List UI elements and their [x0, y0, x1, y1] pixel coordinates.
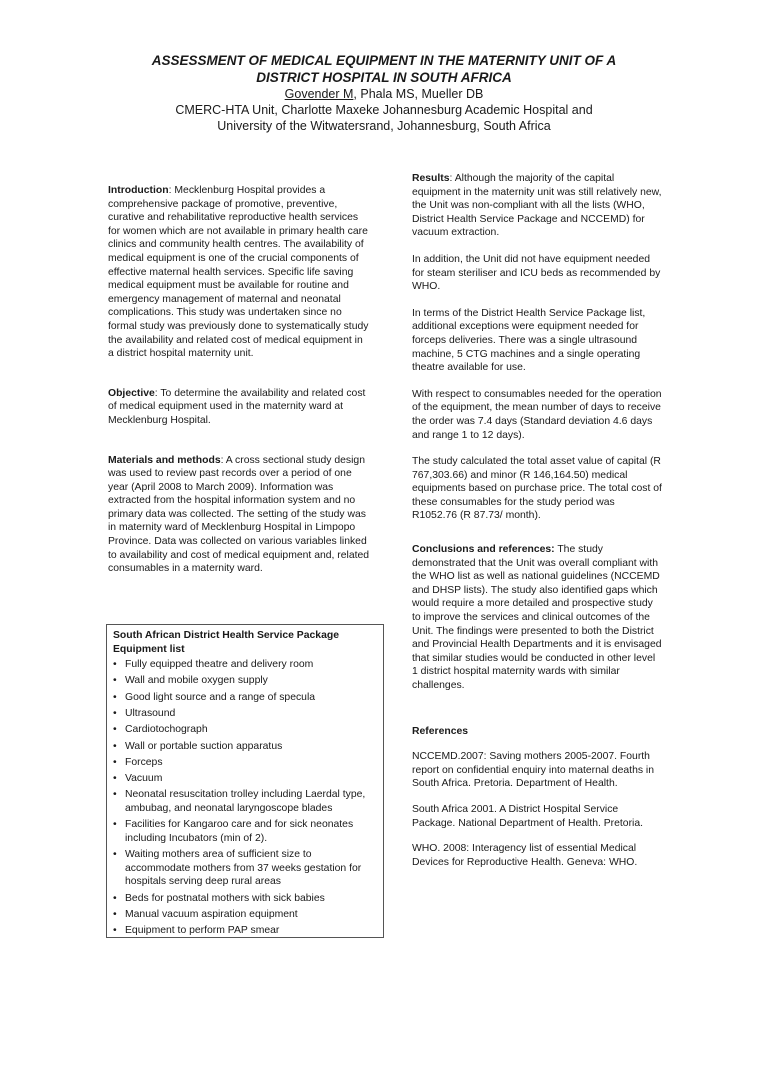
list-item: • Manual vacuum aspiration equipment — [113, 908, 377, 922]
objective-text: : To determine the availability and related cost of medical equipment used in the maternity ward at Mecklenburg Hospital. — [108, 387, 366, 426]
list-item: • Fully equipped theatre and delivery room — [113, 658, 377, 672]
list-item: • Equipment to perform PAP smear — [113, 924, 377, 938]
conclusions-text: The study demonstrated that the Unit was overall compliant with the WHO list as well as national guidelines (NCCEMD and DHSP lists). The study also identified gaps which would require a more detailed and prospective study to improve the services and clinical outcomes of the Unit. The findings were presented to both the District and Provincial Health Departments and it is envisaged that similar studies would be conducted in other level 1 district hospital maternity wards with similar challenges. — [412, 544, 662, 691]
title-line-1: ASSESSMENT OF MEDICAL EQUIPMENT IN THE MATERNITY UNIT OF A — [151, 53, 617, 68]
list-item: • Wall or portable suction apparatus — [113, 740, 377, 754]
authors — [0, 86, 768, 102]
results-section — [412, 172, 662, 240]
methods-section — [108, 454, 370, 576]
right-column — [412, 172, 662, 881]
title-line-2: DISTRICT HOSPITAL IN SOUTH AFRICA — [256, 70, 512, 85]
list-item: • Cardiotochograph — [113, 723, 377, 737]
list-item: • Forceps — [113, 756, 377, 770]
objective-section — [108, 387, 370, 428]
conclusions-section — [412, 543, 662, 693]
equipment-list-title: South African District Health Service Package Equipment list — [113, 630, 339, 655]
equipment-list — [113, 658, 377, 938]
introduction-label: Introduction — [108, 185, 169, 196]
author-rest: , Phala MS, Mueller DB — [353, 87, 484, 101]
list-item: • Beds for postnatal mothers with sick babies — [113, 892, 377, 906]
affiliation-line-1: CMERC-HTA Unit, Charlotte Maxeke Johannesburg Academic Hospital and — [175, 103, 593, 117]
affiliation-line-2: University of the Witwatersrand, Johannesburg, South Africa — [217, 119, 551, 133]
reference-3: WHO. 2008: Interagency list of essential Medical Devices for Reproductive Health. Geneva: WHO. — [412, 843, 638, 868]
list-item: • Facilities for Kangaroo care and for sick neonates including Incubators (min of 2). — [113, 818, 377, 845]
poster-header — [0, 52, 768, 134]
conclusions-label: Conclusions and references: — [412, 544, 555, 556]
author-main: Govender M — [284, 87, 354, 101]
introduction-section — [108, 184, 370, 361]
results-paragraph-5: The study calculated the total asset value of capital (R 767,303.66) and minor (R 146,164.50) medical equipments based on purchase price. The total cost of these consumables for the study period was R1052.76 (R 87.73/ month). — [412, 456, 662, 522]
list-item: • Wall and mobile oxygen supply — [113, 674, 377, 688]
list-item: • Vacuum — [113, 772, 377, 786]
objective-label: Objective — [108, 387, 155, 399]
results-paragraph-4: With respect to consumables needed for the operation of the equipment, the mean number of days to receive the order was 7.4 days (Standard deviation 4.6 days and range 1 to 12 days). — [412, 388, 662, 441]
left-column — [108, 184, 370, 589]
references-label: References — [412, 725, 469, 737]
references-section — [412, 725, 662, 870]
reference-2: South Africa 2001. A District Hospital Service Package. National Department of Health. Pretoria. — [412, 803, 644, 829]
results-paragraph-3: In terms of the District Health Service Package list, additional exceptions were equipment needed for forceps deliveries. There was a single ultrasound machine, 5 CTG machines and a single operating theatre available for use. — [412, 307, 646, 374]
results-paragraph-2: In addition, the Unit did not have equipment needed for steam steriliser and ICU beds as recommended by WHO. — [412, 253, 661, 293]
introduction-text: : Mecklenburg Hospital provides a comprehensive package of promotive, preventive, curative and rehabilitative reproductive health services for women which are not available in primary health care clinics and community health centres. The availability of medical equipment is one of the crucial components of effective maternal health services. Specific life saving medical equipment must be available for routine and emergency management of maternal and neonatal complications. This study was undertaken since no formal study was previously done to systematically study the availability and related cost of medical equipment in a district hospital maternity unit. — [108, 185, 369, 360]
list-item: • Ultrasound — [113, 707, 377, 721]
list-item: • Waiting mothers area of sufficient size to accommodate mothers from 37 weeks gestation for hospitals serving deep rural areas — [113, 848, 377, 889]
equipment-list-box — [106, 624, 384, 938]
methods-label: Materials and methods — [108, 454, 221, 466]
methods-text: : A cross sectional study design was used to review past records over a period of one year (April 2008 to March 2009). Information was extracted from the hospital information system and no primary data was collected. The setting of the study was in maternity ward of Mecklenburg Hospital in Limpopo Province. Data was collected on various variables linked to availability and cost of medical equipment and, related consumables in a maternity ward. — [108, 454, 370, 575]
results-text: : Although the majority of the capital equipment in the maternity unit was still relatively new, the Unit was non-compliant with all the lists (WHO, District Health Service Package and NCCEMD) for vacuum extraction. — [412, 173, 662, 239]
list-item: • Neonatal resuscitation trolley including Laerdal type, ambubag, and neonatal laryngoscope blades — [113, 788, 377, 815]
reference-1: NCCEMD.2007: Saving mothers 2005-2007. Fourth report on confidential enquiry into maternal deaths in South Africa. Pretoria. Department of Health. — [412, 751, 655, 790]
results-label: Results — [412, 173, 450, 184]
list-item: • Good light source and a range of specula — [113, 691, 377, 705]
